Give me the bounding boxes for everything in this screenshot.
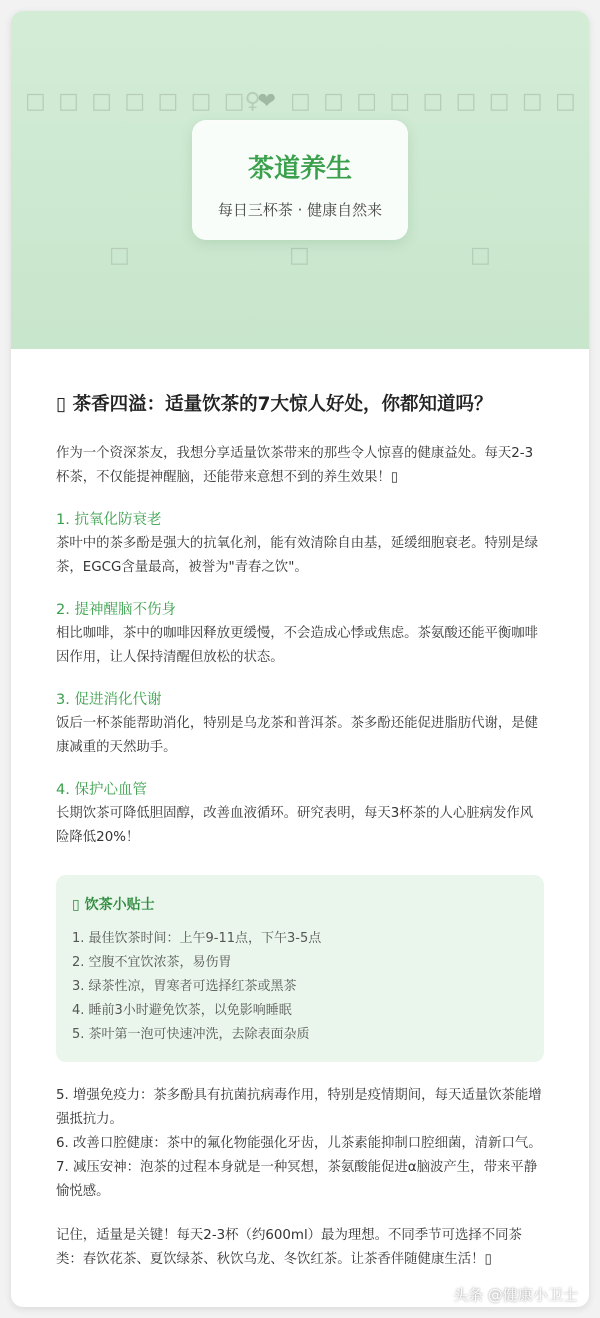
closing-paragraph: 记住，适量是关键！每天2-3杯（约600ml）最为理想。不同季节可选择不同茶类：春饮花茶、夏饮绿茶、秋饮乌龙、冬饮红茶。让茶香伴随健康生活！▯ — [56, 1228, 522, 1267]
decorative-glyph-row — [25, 89, 575, 114]
glyph-icon: □ — [109, 243, 130, 268]
glyph-icon: □ — [555, 89, 576, 114]
glyph-icon: □ — [91, 89, 113, 114]
list-item: 2. 空腹不宜饮浓茶，易伤胃 — [72, 955, 232, 970]
glyph-icon: □ — [157, 89, 179, 114]
title-box — [192, 120, 408, 240]
page-title: 茶道养生 — [247, 154, 352, 184]
watermark: 头条 @健康小卫士 — [453, 1286, 578, 1304]
glyph-icon: □ — [290, 89, 311, 114]
benefit-item: 6. 改善口腔健康：茶中的氟化物能强化牙齿，儿茶素能抑制口腔细菌，清新口气。 — [56, 1136, 542, 1151]
hero-banner — [11, 11, 589, 349]
section-title: 1. 抗氧化防衰老 — [56, 512, 162, 528]
page-subtitle: 每日三杯茶 · 健康自然来 — [217, 201, 383, 219]
heart-icon: ❤ — [257, 89, 277, 114]
benefit-item: 7. 减压安神：泡茶的过程本身就是一种冥想，茶氨酸能促进α脑波产生，带来平静愉悦感。 — [56, 1160, 538, 1199]
tea-tips-box — [56, 875, 544, 1062]
glyph-icon: □ — [521, 89, 543, 114]
glyph-icon: □ — [488, 89, 510, 114]
more-benefits — [56, 1084, 546, 1204]
section-title: 3. 促进消化代谢 — [56, 692, 162, 708]
article-headline: ▯ 茶香四溢：适量饮茶的7大惊人好处，你都知道吗？ — [56, 394, 493, 415]
tips-list — [72, 927, 528, 1047]
glyph-icon: □ — [58, 89, 79, 114]
glyph-icon: □ — [190, 89, 212, 114]
glyph-icon: □ — [25, 89, 46, 114]
section-body: 相比咖啡，茶中的咖啡因释放更缓慢，不会造成心悸或焦虑。茶氨酸还能平衡咖啡因作用，让人保持清醒但放松的状态。 — [56, 626, 539, 665]
article-card — [11, 11, 589, 1307]
glyph-icon: □ — [455, 89, 477, 114]
female-sign-icon: □♀ — [223, 89, 261, 114]
glyph-icon: □ — [422, 89, 444, 114]
glyph-icon: □ — [470, 243, 491, 268]
list-item: 4. 睡前3小时避免饮茶，以免影响睡眠 — [72, 1003, 292, 1018]
glyph-icon: □ — [289, 243, 310, 268]
glyph-icon: □ — [356, 89, 378, 114]
list-item: 3. 绿茶性凉，胃寒者可选择红茶或黑茶 — [72, 979, 297, 994]
intro-paragraph: 作为一个资深茶友，我想分享适量饮茶带来的那些令人惊喜的健康益处。每天2-3杯茶，不仅能提神醒脑，还能带来意想不到的养生效果！▯ — [56, 446, 534, 485]
glyph-icon: □ — [124, 89, 146, 114]
section-body: 长期饮茶可降低胆固醇，改善血液循环。研究表明，每天3杯茶的人心脏病发作风险降低20%！ — [56, 806, 534, 845]
glyph-icon: □ — [389, 89, 411, 114]
article-body — [56, 391, 546, 1272]
benefit-item: 5. 增强免疫力：茶多酚具有抗菌抗病毒作用，特别是疫情期间，每天适量饮茶能增强抵抗力。 — [56, 1088, 542, 1127]
section-body: 茶叶中的茶多酚是强大的抗氧化剂，能有效清除自由基，延缓细胞衰老。特别是绿茶，EGCG含量最高，被誉为"青春之饮"。 — [56, 536, 539, 575]
section-title: 4. 保护心血管 — [56, 782, 147, 798]
section-body: 饭后一杯茶能帮助消化，特别是乌龙茶和普洱茶。茶多酚还能促进脂肪代谢，是健康减重的天然助手。 — [56, 716, 539, 755]
glyph-icon: □ — [323, 89, 344, 114]
list-item: 1. 最佳饮茶时间：上午9-11点，下午3-5点 — [72, 931, 322, 946]
section-title: 2. 提神醒脑不伤身 — [56, 602, 176, 618]
tips-title: ▯ 饮茶小贴士 — [72, 897, 155, 913]
list-item: 5. 茶叶第一泡可快速冲洗，去除表面杂质 — [72, 1027, 310, 1042]
